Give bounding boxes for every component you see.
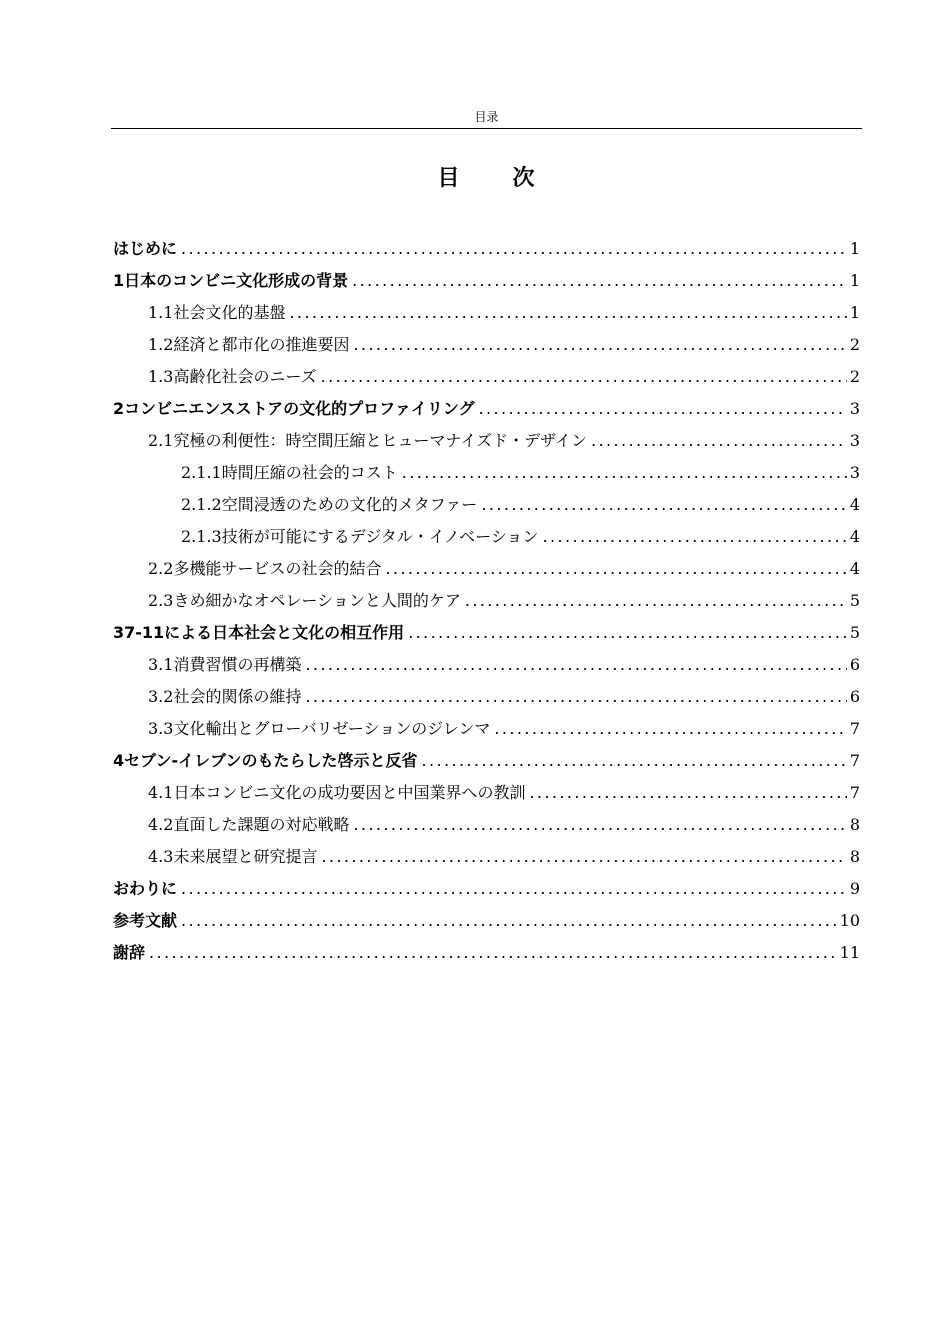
toc-entry-page: 1: [849, 271, 860, 290]
toc-entry-title: 謝辞: [113, 943, 146, 962]
toc-entry-page: 10: [839, 911, 860, 930]
toc-entry-number: 2.1.2: [181, 495, 222, 514]
toc-entry-page: 11: [839, 943, 860, 962]
toc-entry-number: 3: [113, 623, 125, 642]
toc-entry-page: 1: [849, 239, 860, 258]
toc-entry-page: 8: [849, 815, 860, 834]
toc-entry-number: 2: [113, 399, 125, 418]
toc-entry-page: 3: [849, 399, 860, 418]
dot-leader: [422, 745, 847, 777]
toc-entry-title: 社会文化的基盤: [173, 303, 286, 322]
toc-entry[interactable]: [113, 457, 860, 489]
toc-entry-number: 2.3: [148, 591, 174, 610]
toc-entry-page: 4: [849, 527, 860, 546]
toc-entry-number: 1.2: [148, 335, 174, 354]
dot-leader: [181, 873, 847, 905]
toc-entry-number: 3.1: [148, 655, 174, 674]
toc-entry[interactable]: [113, 425, 860, 457]
running-header: 目录: [474, 110, 499, 124]
toc-entry[interactable]: [113, 361, 860, 393]
toc-entry-number: 4.1: [148, 783, 174, 802]
toc-entry[interactable]: [113, 841, 860, 873]
toc-entry-title: 7-11による日本社会と文化の相互作用: [124, 623, 405, 642]
toc-entry[interactable]: [113, 521, 860, 553]
toc-entry[interactable]: [113, 489, 860, 521]
toc-entry[interactable]: [113, 713, 860, 745]
toc-entry-number: 4: [113, 751, 125, 770]
toc-entry-title: 直面した課題の対応戦略: [173, 815, 350, 834]
dot-leader: [321, 841, 846, 873]
toc-entry-page: 4: [849, 495, 860, 514]
toc-entry[interactable]: [113, 617, 860, 649]
toc-entry-title: 空間浸透のための文化的メタファー: [221, 495, 478, 514]
toc-entry-title: 社会的関係の維持: [173, 687, 302, 706]
toc-entry[interactable]: [113, 681, 860, 713]
toc-entry-page: 8: [849, 847, 860, 866]
dot-leader: [591, 425, 847, 457]
toc-entry-number: 4.3: [148, 847, 174, 866]
toc-entry-number: 3.2: [148, 687, 174, 706]
toc-entry-page: 7: [849, 719, 860, 738]
toc-entry[interactable]: [113, 297, 860, 329]
toc-entry[interactable]: [113, 393, 860, 425]
toc-entry-page: 9: [849, 879, 860, 898]
toc-entry[interactable]: [113, 585, 860, 617]
toc-entry-title: はじめに: [113, 239, 178, 258]
dot-leader: [305, 681, 846, 713]
dot-leader: [321, 361, 847, 393]
toc-entry[interactable]: [113, 265, 860, 297]
toc-entry-page: 7: [849, 783, 860, 802]
toc-entry-title: 経済と都市化の推進要因: [173, 335, 350, 354]
toc-entry-page: 6: [849, 655, 860, 674]
toc-entry[interactable]: [113, 553, 860, 585]
toc-entry-title: 日本コンビニ文化の成功要因と中国業界への教訓: [173, 783, 526, 802]
header-rule: [111, 128, 862, 129]
toc-entry-number: 1.1: [148, 303, 174, 322]
dot-leader: [402, 457, 847, 489]
dot-leader: [385, 553, 846, 585]
toc-entry-number: 2.1.1: [181, 463, 222, 482]
toc-entry-title: 文化輸出とグローバリゼーションのジレンマ: [173, 719, 491, 738]
toc-entry[interactable]: [113, 905, 860, 937]
toc-entry-title: きめ細かなオペレーションと人間的ケア: [173, 591, 461, 610]
dot-leader: [529, 777, 846, 809]
toc-title-part2: 次: [512, 165, 536, 191]
toc-entry-title: 技術が可能にするデジタル・イノベーション: [221, 527, 539, 546]
toc-entry-title: 究極の利便性：時空間圧縮とヒューマナイズド・デザイン: [173, 431, 588, 450]
toc-entry-title: 多機能サービスの社会的結合: [173, 559, 382, 578]
toc-entry-number: 3.3: [148, 719, 174, 738]
toc-entry-page: 6: [849, 687, 860, 706]
toc-title-part1: 目: [437, 165, 461, 191]
dot-leader: [289, 297, 846, 329]
toc-entry-page: 3: [849, 431, 860, 450]
dot-leader: [543, 521, 847, 553]
toc-entry-page: 5: [849, 623, 860, 642]
toc-entry-number: 1.3: [148, 367, 174, 386]
toc-entry-title: 日本のコンビニ文化形成の背景: [124, 271, 349, 290]
toc-entry-title: 高齢化社会のニーズ: [173, 367, 317, 386]
toc-entry[interactable]: [113, 649, 860, 681]
toc-entry-page: 2: [849, 367, 860, 386]
toc-entry-page: 5: [849, 591, 860, 610]
toc-entry-page: 3: [849, 463, 860, 482]
toc-entry-page: 7: [849, 751, 860, 770]
dot-leader: [181, 233, 847, 265]
toc-entry-number: 2.1: [148, 431, 174, 450]
toc-entry[interactable]: [113, 233, 860, 265]
toc-entry-page: 1: [849, 303, 860, 322]
toc-entry-title: 参考文献: [113, 911, 178, 930]
toc-entry-number: 4.2: [148, 815, 174, 834]
toc-entry-number: 2.2: [148, 559, 174, 578]
dot-leader: [465, 585, 847, 617]
toc-entry-title: 時間圧縮の社会的コスト: [221, 463, 398, 482]
toc-entry-title: セブン‐イレブンのもたらした啓示と反省: [124, 751, 418, 770]
toc-entry-number: 2.1.3: [181, 527, 222, 546]
toc-entry[interactable]: [113, 809, 860, 841]
toc-entry-page: 4: [849, 559, 860, 578]
table-of-contents: [113, 233, 860, 969]
dot-leader: [353, 329, 846, 361]
dot-leader: [305, 649, 846, 681]
dot-leader: [494, 713, 846, 745]
toc-entry[interactable]: [113, 745, 860, 777]
dot-leader: [149, 937, 837, 969]
dot-leader: [352, 265, 847, 297]
toc-entry-title: おわりに: [113, 879, 178, 898]
dot-leader: [408, 617, 847, 649]
toc-title: [111, 162, 862, 194]
toc-entry[interactable]: [113, 873, 860, 905]
toc-entry-page: 2: [849, 335, 860, 354]
toc-entry[interactable]: [113, 937, 860, 969]
toc-entry-title: 消費習慣の再構築: [173, 655, 302, 674]
toc-entry[interactable]: [113, 329, 860, 361]
toc-entry-number: 1: [113, 271, 125, 290]
toc-entry-title: コンビニエンスストアの文化的プロファイリング: [124, 399, 475, 418]
toc-entry[interactable]: [113, 777, 860, 809]
dot-leader: [479, 393, 847, 425]
toc-entry-title: 未来展望と研究提言: [173, 847, 318, 866]
dot-leader: [481, 489, 846, 521]
dot-leader: [353, 809, 846, 841]
dot-leader: [181, 905, 837, 937]
